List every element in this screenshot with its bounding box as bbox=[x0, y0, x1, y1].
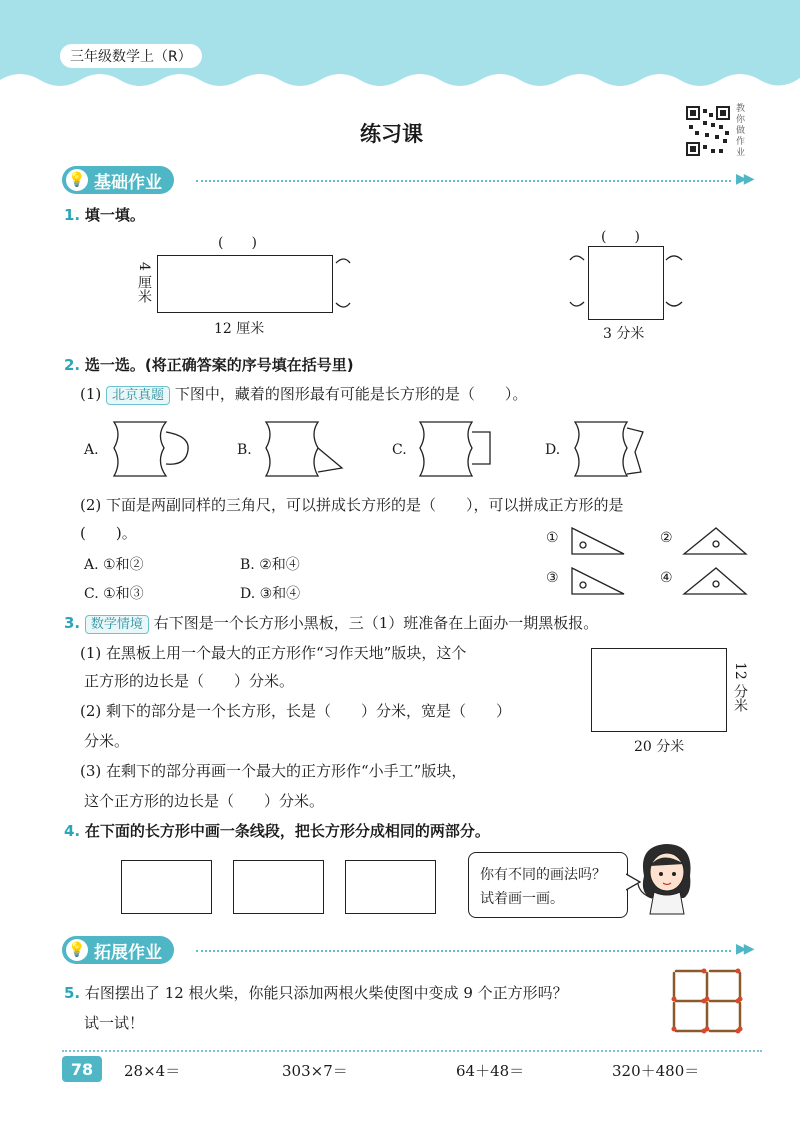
q1-rect-side-label: 4 厘米 bbox=[136, 262, 152, 304]
qr-code bbox=[685, 105, 731, 157]
tag-beijing: 北京真题 bbox=[106, 386, 170, 405]
q4-rect-2[interactable] bbox=[233, 860, 324, 914]
triangle-4-label: ④ bbox=[660, 570, 673, 586]
q2-text: 选一选。(将正确答案的序号填在括号里) bbox=[84, 356, 354, 374]
section-extend-divider bbox=[196, 950, 731, 952]
q4-rect-1[interactable] bbox=[121, 860, 212, 914]
q5-text: 右图摆出了 12 根火柴，你能只添加两根火柴使图中变成 9 个正方形吗？ bbox=[84, 984, 568, 1002]
q2-option-c-label: C. bbox=[392, 442, 407, 458]
section-extend-label: 拓展作业 bbox=[94, 942, 162, 963]
triangle-4 bbox=[680, 564, 750, 598]
q2-choice-d: D. ③和④ bbox=[240, 586, 301, 602]
q4-rect-3[interactable] bbox=[345, 860, 436, 914]
q2-number: 2. bbox=[64, 356, 81, 374]
q2-part2-line1: (2) 下面是两副同样的三角尺，可以拼成长方形的是（ ），可以拼成正方形的是 bbox=[80, 496, 624, 514]
q1-text: 填一填。 bbox=[84, 206, 145, 224]
lightbulb-icon: 💡 bbox=[66, 939, 88, 961]
exercise-2: 303×7＝ bbox=[282, 1062, 348, 1080]
double-arrow-icon: ▶▶ bbox=[736, 941, 752, 957]
q2-choice-b: B. ②和④ bbox=[240, 557, 300, 573]
q3-number: 3. bbox=[64, 614, 81, 632]
q1-rect-side-brackets bbox=[334, 255, 354, 315]
q3-p1a: (1) 在黑板上用一个最大的正方形作“习作天地”版块，这个 bbox=[80, 644, 467, 662]
q5-line2: 试一试！ bbox=[84, 1014, 145, 1032]
triangle-1 bbox=[568, 524, 628, 558]
q2-part1-text: 下图中，藏着的图形最有可能是长方形的是（ ）。 bbox=[174, 385, 528, 403]
q2-part2-line2: ( )。 bbox=[80, 524, 137, 542]
triangle-3 bbox=[568, 564, 628, 598]
q1-square-brackets bbox=[566, 250, 686, 312]
matchstick-figure bbox=[670, 965, 744, 1037]
book-label: 三年级数学上（R） bbox=[60, 44, 202, 68]
q2-option-b-label: B. bbox=[237, 442, 252, 458]
q2-option-b-shape bbox=[256, 418, 346, 480]
q1-rect-top-blank: ( ) bbox=[218, 235, 257, 251]
q3-p1b: 正方形的边长是（ ）分米。 bbox=[84, 672, 295, 690]
bubble-line-2: 试着画一画。 bbox=[480, 891, 564, 907]
double-arrow-icon: ▶▶ bbox=[736, 171, 752, 187]
q3-text: 右下图是一个长方形小黑板，三（1）班准备在上面办一期黑板报。 bbox=[153, 614, 599, 632]
q5-number: 5. bbox=[64, 984, 81, 1002]
q1-square-top-blank: ( ) bbox=[601, 229, 640, 245]
q2-option-d-shape bbox=[565, 418, 655, 480]
tag-math-context: 数学情境 bbox=[85, 615, 149, 634]
q2-choice-c: C. ①和③ bbox=[84, 586, 144, 602]
q2-option-a-shape bbox=[104, 418, 194, 480]
section-basic-label: 基础作业 bbox=[94, 172, 162, 193]
q3-board-side-label: 12 分米 bbox=[732, 662, 748, 713]
q2-choice-a: A. ①和② bbox=[84, 557, 144, 573]
q1-square-bottom-label: 3 分米 bbox=[603, 326, 645, 342]
q3-p3a: (3) 在剩下的部分再画一个最大的正方形作“小手工”版块， bbox=[80, 762, 467, 780]
bubble-line-1: 你有不同的画法吗？ bbox=[480, 867, 606, 883]
q3-p2b: 分米。 bbox=[84, 732, 130, 750]
speech-bubble bbox=[468, 852, 628, 918]
q3-blackboard bbox=[591, 648, 727, 732]
q4-number: 4. bbox=[64, 822, 81, 840]
page-title: 练习课 bbox=[360, 122, 423, 146]
q5-line1 bbox=[64, 982, 568, 1003]
lightbulb-icon: 💡 bbox=[66, 169, 88, 191]
q2-option-d-label: D. bbox=[545, 442, 561, 458]
page-number: 78 bbox=[62, 1056, 102, 1082]
exercise-1: 28×4＝ bbox=[124, 1062, 181, 1080]
q2-heading bbox=[64, 354, 354, 375]
triangle-3-label: ③ bbox=[546, 570, 559, 586]
triangle-2 bbox=[680, 524, 750, 558]
q3-heading bbox=[64, 612, 598, 633]
q3-p2a: (2) 剩下的部分是一个长方形，长是（ ）分米，宽是（ ） bbox=[80, 702, 512, 720]
triangle-1-label: ① bbox=[546, 530, 559, 546]
q2-option-a-label: A. bbox=[84, 442, 99, 458]
triangle-2-label: ② bbox=[660, 530, 673, 546]
q2-option-c-shape bbox=[410, 418, 500, 480]
q2-part1 bbox=[80, 383, 527, 404]
exercise-3: 64＋48＝ bbox=[456, 1062, 525, 1080]
q1-heading bbox=[64, 204, 145, 225]
footer-divider bbox=[62, 1050, 762, 1052]
q1-rectangle bbox=[157, 255, 333, 313]
exercise-4: 320＋480＝ bbox=[612, 1062, 700, 1080]
qr-side-text: 教你做作业 bbox=[736, 104, 746, 158]
section-basic-divider bbox=[196, 180, 731, 182]
q4-text: 在下面的长方形中画一条线段，把长方形分成相同的两部分。 bbox=[84, 822, 490, 840]
q2-part1-number: (1) bbox=[80, 385, 102, 403]
girl-illustration bbox=[632, 836, 702, 916]
q3-board-bottom-label: 20 分米 bbox=[634, 739, 685, 755]
q4-heading bbox=[64, 820, 490, 841]
q1-rect-bottom-label: 12 厘米 bbox=[214, 321, 265, 337]
q1-number: 1. bbox=[64, 206, 81, 224]
section-extend bbox=[62, 936, 174, 964]
q3-p3b: 这个正方形的边长是（ ）分米。 bbox=[84, 792, 325, 810]
section-basic bbox=[62, 166, 174, 194]
